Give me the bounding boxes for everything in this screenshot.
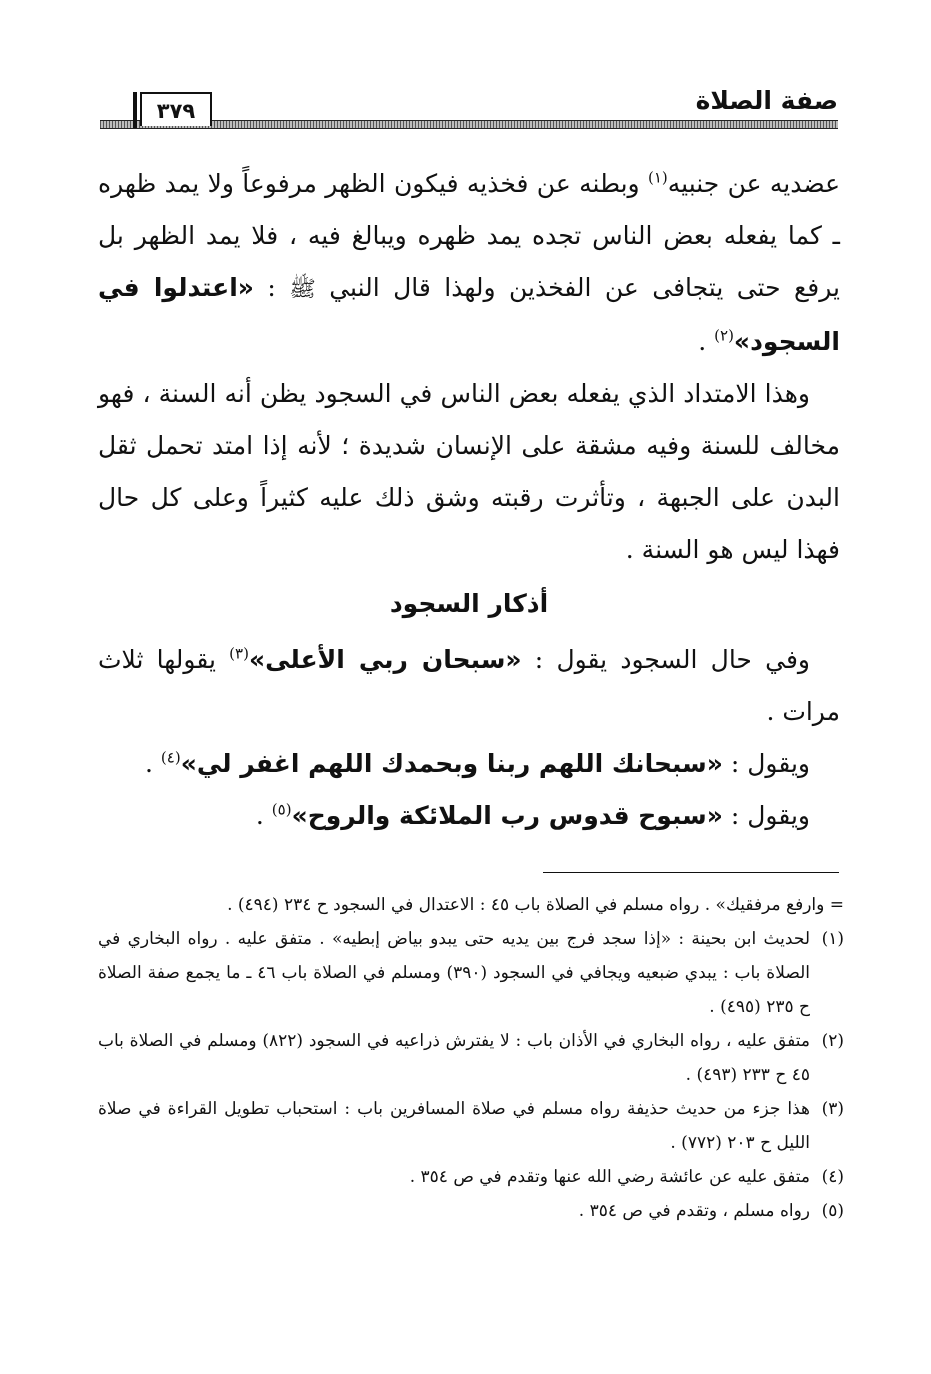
paragraph-5: [98, 790, 840, 842]
running-header: [100, 78, 838, 130]
footnote-separator: [543, 872, 839, 873]
footnote-number: (٥): [821, 1201, 844, 1221]
section-heading: أذكار السجود: [389, 589, 549, 618]
text-run: يقولها ثلاث مرات .: [98, 645, 840, 726]
footnote-item: [98, 1194, 844, 1228]
text-run: ويقول :: [722, 749, 810, 778]
text-run: وبطنه عن فخذيه فيكون الظهر مرفوعاً ولا يمد ظهره ـ كما يفعله بعض الناس تجده يمد ظهره ويبالغ فيه ، فلا يمد الظهر بل يرفع حتى يتجافى عن الفخذين ولهذا قال النبي: [98, 169, 840, 302]
footnote-ref-3: (٣): [229, 644, 249, 663]
dhikr-quote: «سبحان ربي الأعلى»: [248, 645, 522, 674]
paragraph-2: وهذا الامتداد الذي يفعله بعض الناس في السجود يظن أنه السنة ، فهو مخالف للسنة وفيه مشقة على الإنسان شديدة ؛ لأنه إذا امتد تحمل ثقل البدن على الجبهة ، وتأثرت رقبته وشق ذلك عليه كثيراً وعلى كل حال فهذا ليس هو السنة .: [98, 379, 840, 564]
text-run: وفي حال السجود يقول :: [521, 645, 810, 674]
footnote-ref-4: (٤): [160, 748, 181, 767]
footnote-text: هذا جزء من حديث حذيفة رواه مسلم في صلاة المسافرين باب : استحباب تطويل القراءة في صلاة الليل ح ٢٠٣ (٧٧٢) .: [98, 1099, 810, 1153]
footnote-item: [98, 922, 844, 1024]
footnotes: [98, 888, 844, 1228]
text-run: عضديه عن جنبيه: [667, 169, 840, 198]
text-run: .: [255, 801, 272, 830]
footnote-item: [98, 1160, 844, 1194]
dhikr-quote: «سبحانك اللهم ربنا وبحمدك اللهم اغفر لي»: [180, 749, 723, 778]
footnote-ref-1: (١): [647, 168, 668, 187]
text-run: ويقول :: [722, 801, 810, 830]
footnote-text: رواه مسلم ، وتقدم في ص ٣٥٤ .: [578, 1201, 810, 1221]
footnote-number: (٤): [821, 1167, 844, 1187]
footnote-text: متفق عليه ، رواه البخاري في الأذان باب : لا يفترش ذراعيه في السجود (٨٢٢) ومسلم في الصلاة باب ٤٥ ح ٢٣٣ (٤٩٣) .: [98, 1031, 810, 1085]
page-number: ٣٧٩: [140, 92, 212, 126]
text-run: .: [145, 749, 161, 778]
hadith-quote: «اعتدلوا في السجود»: [98, 273, 840, 356]
paragraph-4: [98, 738, 840, 790]
footnote-text: لحديث ابن بحينة : «إذا سجد فرج بين يديه حتى يبدو بياض إبطيه» . متفق عليه . رواه البخاري في الصلاة باب : يبدي ضبعيه ويجافي في السجود (٣٩٠) ومسلم في الصلاة باب ٤٦ ـ ما يجمع صفة الصلاة ح ٢٣٥ (٤٩٥) .: [98, 929, 810, 1017]
footnote-item: [98, 1092, 844, 1160]
footnote-number: (٣): [821, 1099, 844, 1119]
footnote-ref-5: (٥): [271, 800, 292, 819]
footnote-number: (٢): [821, 1031, 844, 1051]
dhikr-quote: «سبوح قدوس رب الملائكة والروح»: [291, 801, 723, 830]
paragraph-1: [98, 158, 840, 368]
footnote-number: (١): [821, 929, 844, 949]
footnote-ref-2: (٢): [714, 326, 734, 345]
text-run: .: [698, 327, 715, 356]
paragraph-3: [98, 634, 840, 738]
text-run: :: [253, 273, 290, 302]
running-title: صفة الصلاة: [695, 86, 838, 115]
salutation-glyph: ﷺ: [289, 277, 316, 302]
footnote-text: متفق عليه عن عائشة رضي الله عنها وتقدم في ص ٣٥٤ .: [409, 1167, 810, 1187]
main-text: [98, 158, 840, 842]
footnote-item: [98, 1024, 844, 1092]
footnote-continuation: = وارفع مرفقيك» . رواه مسلم في الصلاة باب ٤٥ : الاعتدال في السجود ح ٢٣٤ (٤٩٤) .: [227, 895, 844, 915]
